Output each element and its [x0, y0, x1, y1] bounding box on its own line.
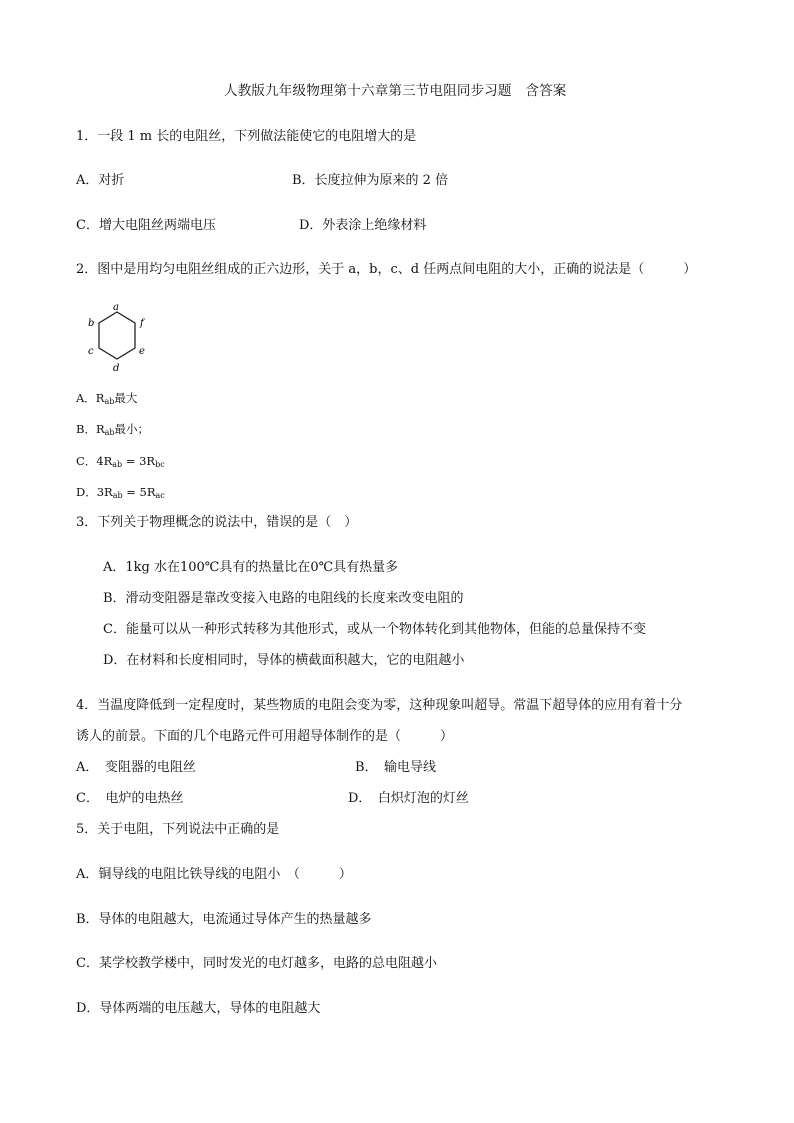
q4-option-b: B． 输电导线 — [355, 760, 437, 775]
q2-d-sub: ab — [112, 491, 123, 500]
q2-c-mid: = 3R — [122, 454, 156, 468]
q2-b-sub: ab — [104, 428, 115, 437]
vertex-label-b: b — [88, 318, 95, 329]
vertex-label-f: f — [140, 318, 144, 329]
vertex-label-a: a — [113, 302, 119, 313]
q2-d-prefix: D．3R — [76, 485, 113, 499]
q2-c-sub2: bc — [155, 460, 165, 469]
q3-option-d: D．在材料和长度相同时，导体的横截面积越大，它的电阻越小 — [103, 653, 465, 668]
q4-option-c: C． 电炉的电热丝 — [76, 791, 184, 806]
q5-option-d: D．导体两端的电压越大，导体的电阻越大 — [76, 1001, 321, 1016]
q3-option-c: C．能量可以从一种形式转移为其他形式，或从一个物体转化到其他物体，但能的总量保持不变 — [103, 622, 646, 637]
q4-stem-line1: 4．当温度降低到一定程度时，某些物质的电阻会变为零，这种现象叫超导。常温下超导体的应用有着十分 — [76, 698, 683, 713]
q1-option-d: D．外表涂上绝缘材料 — [299, 218, 427, 233]
q2-a-suffix: 最大 — [114, 391, 138, 405]
q2-option-a — [76, 389, 137, 409]
q2-b-prefix: B．R — [76, 422, 105, 436]
q2-a-sub: ab — [104, 397, 115, 406]
q1-option-b: B．长度拉伸为原来的 2 倍 — [292, 173, 449, 188]
vertex-label-c: c — [88, 346, 94, 357]
q3-stem: 3．下列关于物理概念的说法中，错误的是（ ） — [76, 515, 358, 530]
q2-stem: 2．图中是用均匀电阻丝组成的正六边形，关于 a，b，c、d 任两点间电阻的大小，正确的说法是（ ） — [76, 262, 697, 277]
q2-d-sub2: ac — [155, 491, 165, 500]
q5-option-a: A．铜导线的电阻比铁导线的电阻小 （ ） — [76, 867, 352, 882]
q4-stem-line2: 诱人的前景。下面的几个电路元件可用超导体制作的是（ ） — [76, 729, 454, 744]
q2-a-prefix: A．R — [76, 391, 105, 405]
q2-option-c — [76, 452, 165, 472]
q5-option-b: B．导体的电阻越大，电流通过导体产生的热量越多 — [76, 912, 372, 927]
q1-stem: 1．一段 1 m 长的电阻丝，下列做法能使它的电阻增大的是 — [76, 129, 417, 144]
q1-option-c: C．增大电阻丝两端电压 — [76, 218, 216, 233]
q2-option-b — [76, 420, 149, 440]
q3-option-a: A．1kg 水在100℃具有的热量比在0℃具有热量多 — [103, 560, 399, 575]
hexagon-shape — [99, 312, 135, 359]
q2-d-mid: = 5R — [122, 485, 156, 499]
q5-stem: 5．关于电阻，下列说法中正确的是 — [76, 822, 280, 837]
q2-b-suffix: 最小； — [114, 422, 150, 436]
vertex-label-d: d — [113, 363, 120, 374]
page-title: 人教版九年级物理第十六章第三节电阻同步习题 含答案 — [224, 83, 567, 99]
vertex-label-e: e — [139, 346, 145, 357]
q2-c-prefix: C．4R — [76, 454, 113, 468]
q2-c-sub: ab — [112, 460, 123, 469]
hexagon-figure — [84, 302, 154, 374]
q2-option-d — [76, 483, 165, 503]
q3-option-b: B．滑动变阻器是靠改变接入电路的电阻线的长度来改变电阻的 — [103, 591, 464, 606]
q4-option-d: D． 白炽灯泡的灯丝 — [348, 791, 469, 806]
q5-option-c: C．某学校教学楼中，同时发光的电灯越多，电路的总电阻越小 — [76, 956, 437, 971]
q1-option-a: A．对折 — [76, 173, 125, 188]
q4-option-a: A． 变阻器的电阻丝 — [76, 760, 196, 775]
